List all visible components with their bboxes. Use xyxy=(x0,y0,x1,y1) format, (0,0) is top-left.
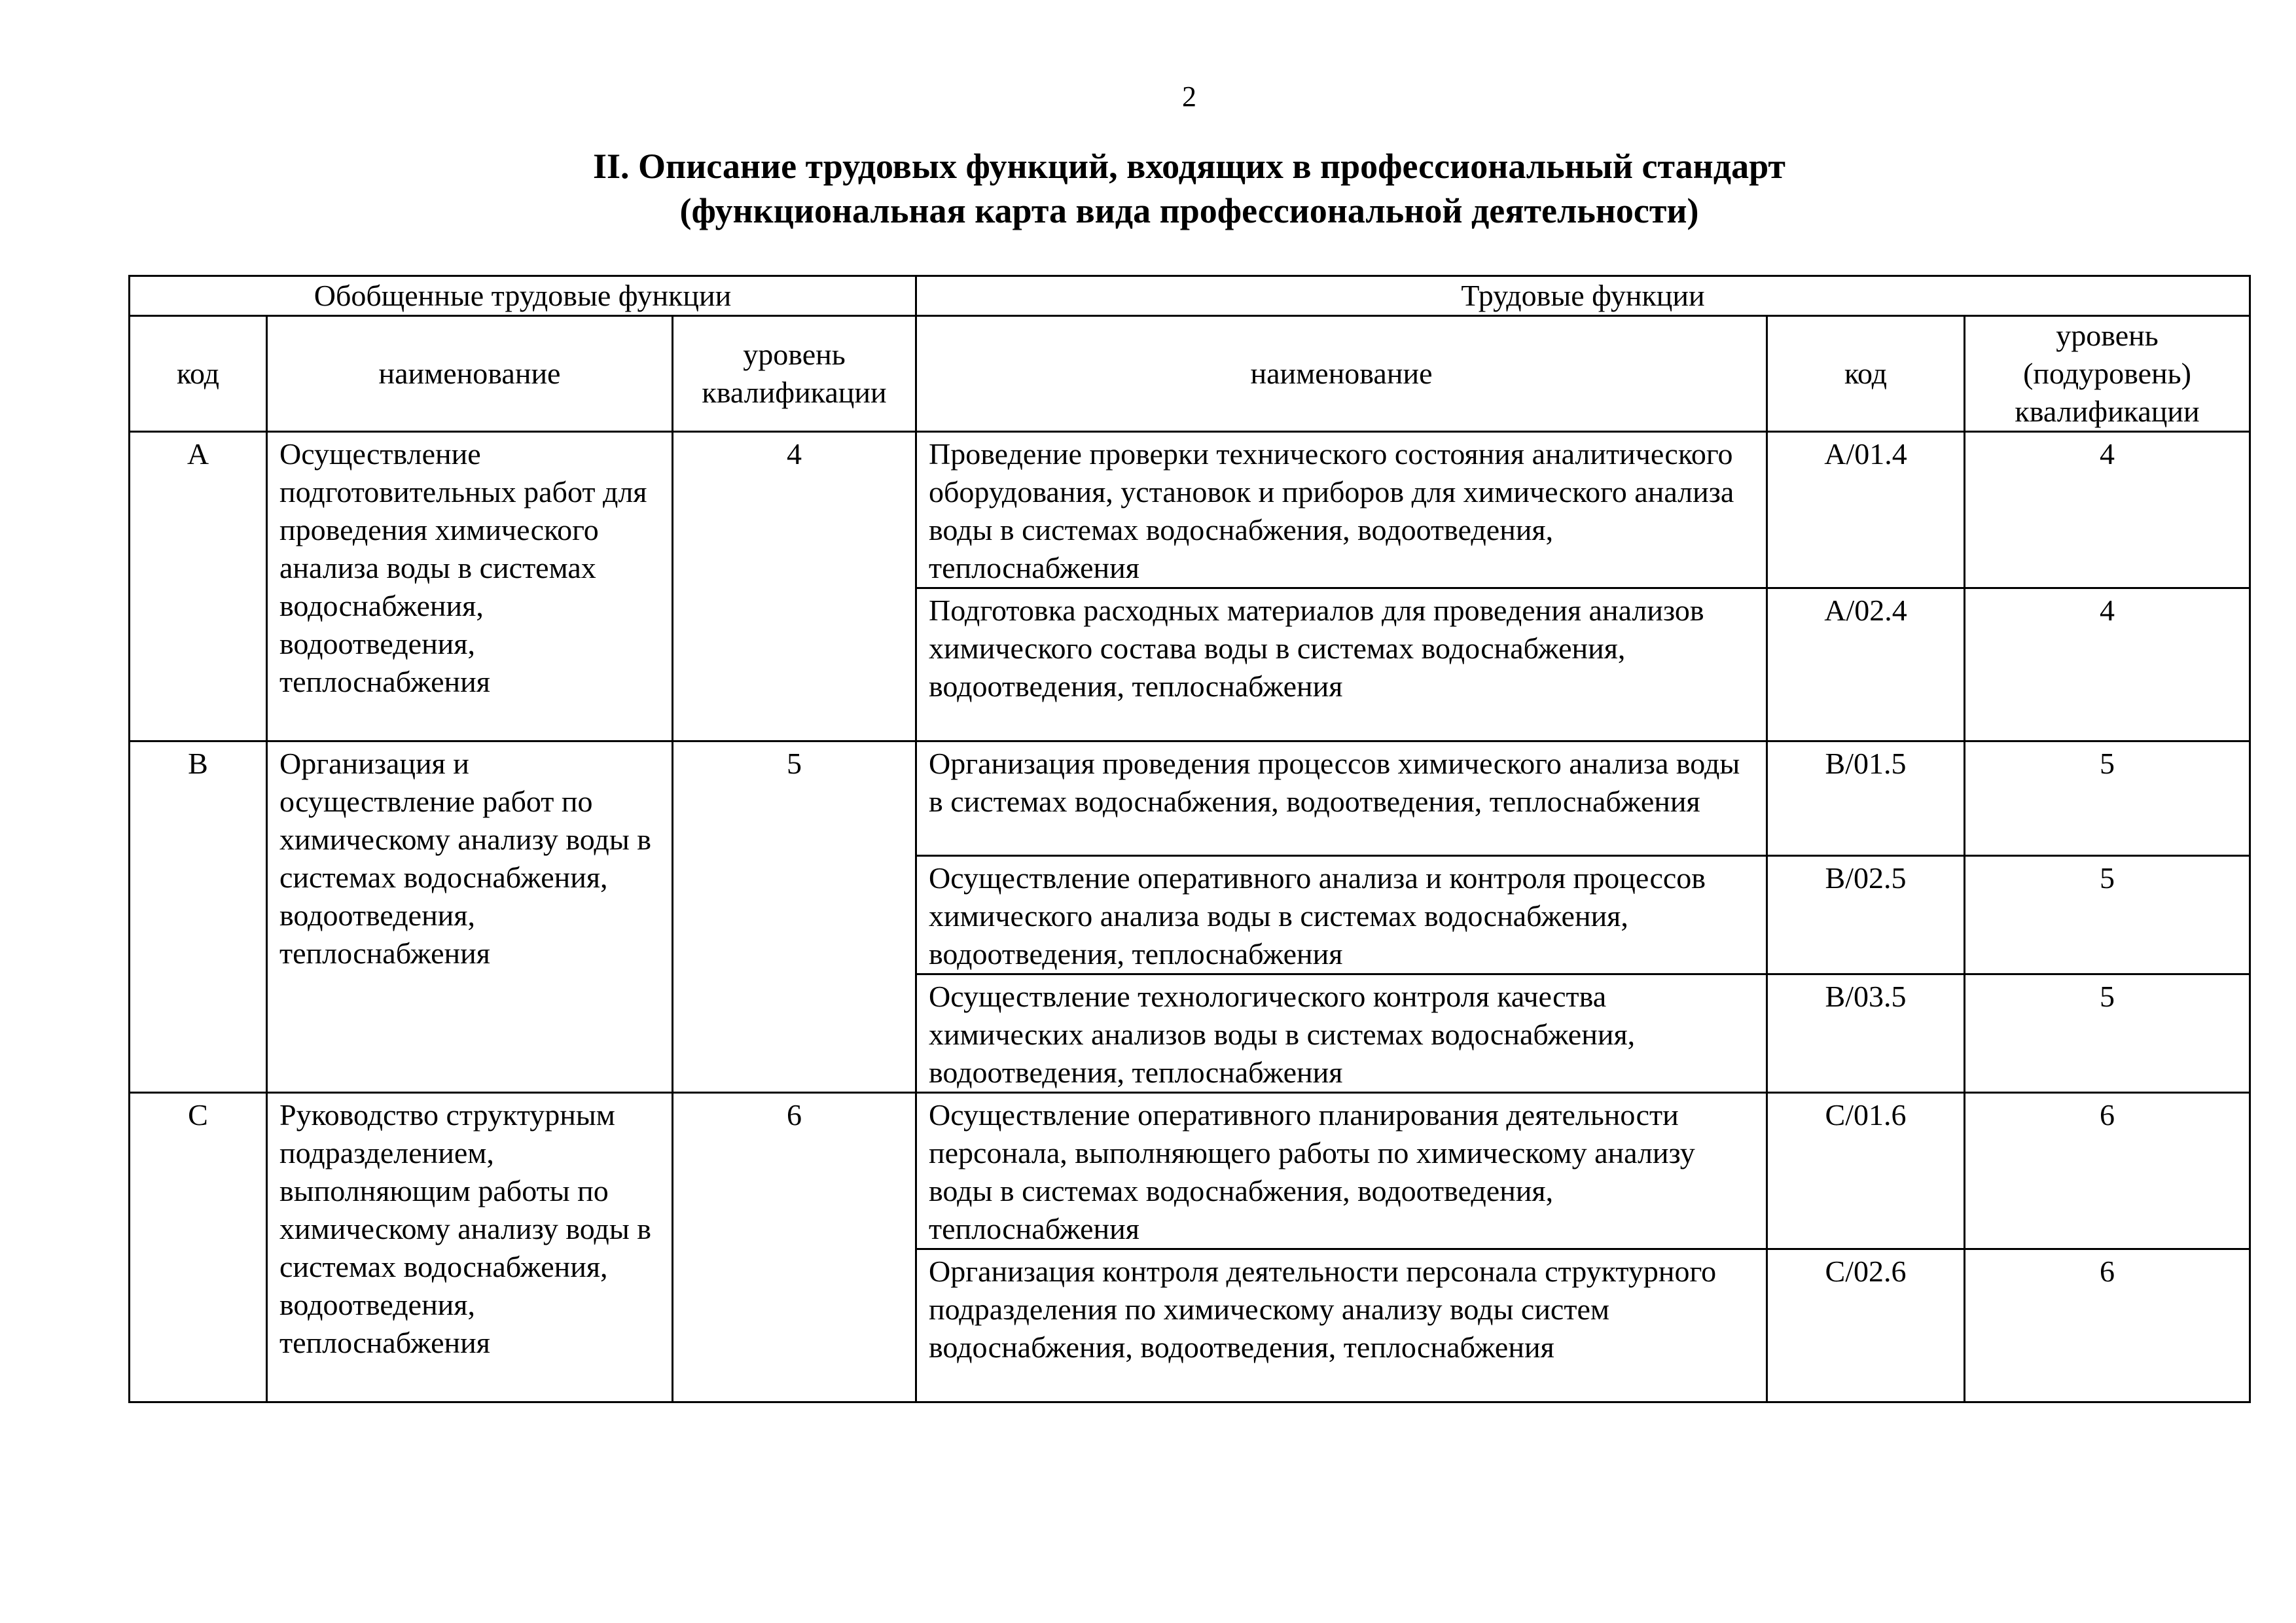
tf-name-cell: Осуществление технологического контроля качества химических анализов воды в системах водоснабжения, водоотведения, теплоснабжения xyxy=(916,974,1767,1093)
section-title-line-2: (функциональная карта вида профессиональной деятельности) xyxy=(679,191,1699,230)
tf-code-cell: C/02.6 xyxy=(1767,1249,1965,1402)
tf-level-cell: 4 xyxy=(1965,588,2250,741)
tf-code-cell: C/01.6 xyxy=(1767,1093,1965,1249)
gf-name-cell: Осуществление подготовительных работ для проведения химического анализа воды в системах водоснабжения, водоотведения, теплоснабжения xyxy=(267,432,673,741)
header-tf-code: код xyxy=(1767,316,1965,432)
table-row xyxy=(130,1093,2250,1249)
header-row-columns xyxy=(130,316,2250,432)
header-generalized-functions: Обобщенные трудовые функции xyxy=(130,276,916,316)
tf-level-cell: 5 xyxy=(1965,741,2250,856)
header-gf-code: код xyxy=(130,316,267,432)
section-title xyxy=(0,144,2296,233)
gf-code-cell: C xyxy=(130,1093,267,1402)
gf-name-cell: Организация и осуществление работ по химическому анализу воды в системах водоснабжения, водоотведения, теплоснабжения xyxy=(267,741,673,1093)
tf-name-cell: Подготовка расходных материалов для проведения анализов химического состава воды в системах водоснабжения, водоотведения, теплоснабжения xyxy=(916,588,1767,741)
header-labor-functions: Трудовые функции xyxy=(916,276,2250,316)
tf-code-cell: B/01.5 xyxy=(1767,741,1965,856)
tf-name-cell: Проведение проверки технического состояния аналитического оборудования, установок и приборов для химического анализа воды в системах водоснабжения, водоотведения, теплоснабжения xyxy=(916,432,1767,588)
tf-code-cell: B/03.5 xyxy=(1767,974,1965,1093)
header-tf-name: наименование xyxy=(916,316,1767,432)
header-row-groups xyxy=(130,276,2250,316)
page-number: 2 xyxy=(1182,80,1196,113)
gf-name-cell: Руководство структурным подразделением, выполняющим работы по химическому анализу воды в системах водоснабжения, водоотведения, теплоснабжения xyxy=(267,1093,673,1402)
tf-code-cell: A/02.4 xyxy=(1767,588,1965,741)
tf-name-cell: Осуществление оперативного планирования деятельности персонала, выполняющего работы по химическому анализу воды в системах водоснабжения, водоотведения, теплоснабжения xyxy=(916,1093,1767,1249)
table-row xyxy=(130,432,2250,588)
tf-level-cell: 5 xyxy=(1965,974,2250,1093)
tf-name-cell: Организация контроля деятельности персонала структурного подразделения по химическому анализу воды систем водоснабжения, водоотведения, теплоснабжения xyxy=(916,1249,1767,1402)
table-row xyxy=(130,741,2250,856)
functional-map-table xyxy=(128,275,2251,1403)
tf-name-cell: Организация проведения процессов химического анализа воды в системах водоснабжения, водоотведения, теплоснабжения xyxy=(916,741,1767,856)
gf-level-cell: 4 xyxy=(673,432,916,741)
header-tf-level: уровень (подуровень) квалификации xyxy=(1965,316,2250,432)
tf-level-cell: 6 xyxy=(1965,1249,2250,1402)
tf-level-cell: 4 xyxy=(1965,432,2250,588)
header-gf-name: наименование xyxy=(267,316,673,432)
gf-code-cell: B xyxy=(130,741,267,1093)
gf-code-cell: A xyxy=(130,432,267,741)
section-title-line-1: II. Описание трудовых функций, входящих в профессиональный стандарт xyxy=(593,147,1785,186)
tf-code-cell: A/01.4 xyxy=(1767,432,1965,588)
gf-level-cell: 5 xyxy=(673,741,916,1093)
tf-name-cell: Осуществление оперативного анализа и контроля процессов химического анализа воды в системах водоснабжения, водоотведения, теплоснабжения xyxy=(916,856,1767,974)
gf-level-cell: 6 xyxy=(673,1093,916,1402)
tf-code-cell: B/02.5 xyxy=(1767,856,1965,974)
tf-level-cell: 5 xyxy=(1965,856,2250,974)
tf-level-cell: 6 xyxy=(1965,1093,2250,1249)
header-gf-level: уровень квалификации xyxy=(673,316,916,432)
